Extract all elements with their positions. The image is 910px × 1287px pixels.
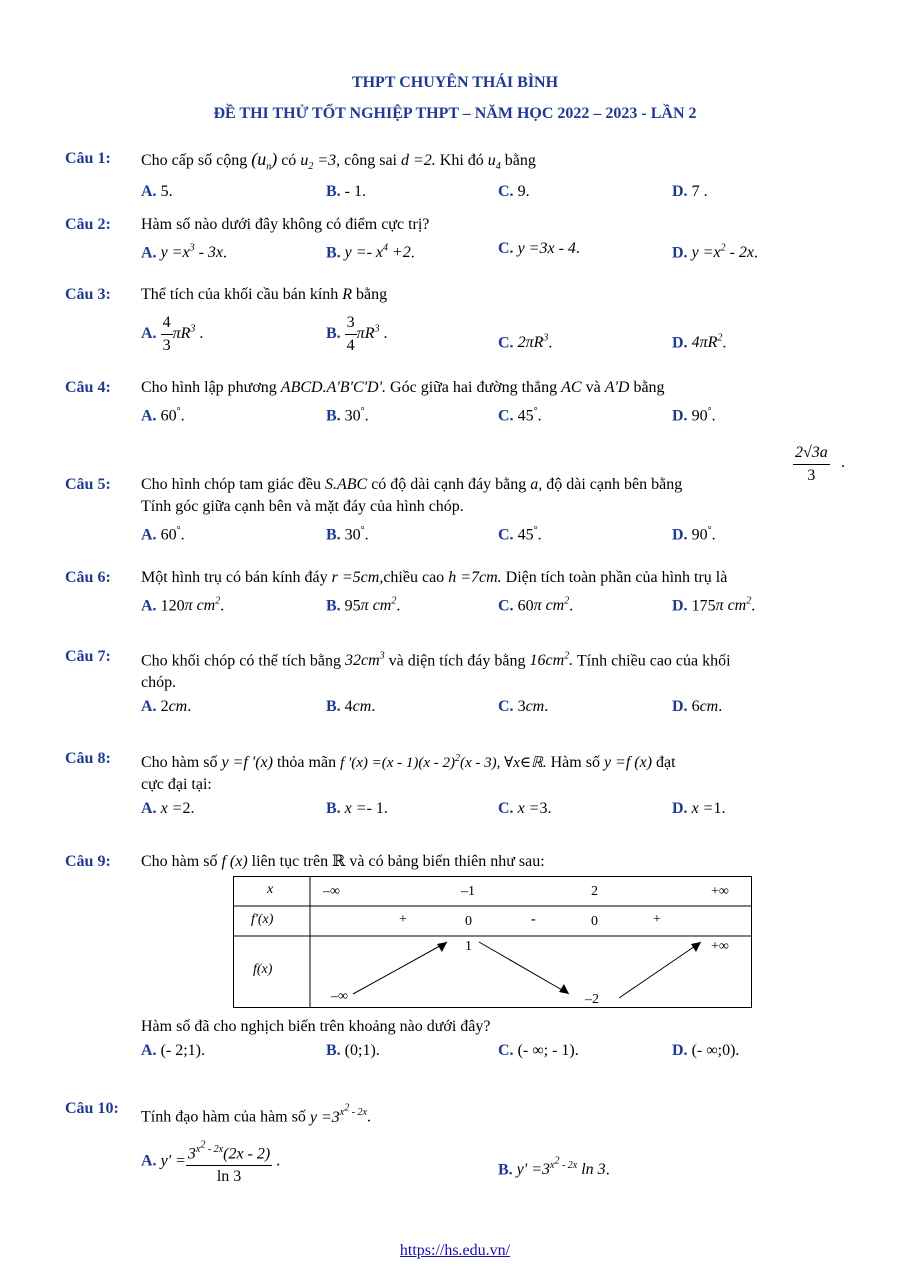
question-10 [65,1098,855,1189]
option-c[interactable]: C. 9. [498,182,530,200]
sign: - [531,912,536,927]
option-b[interactable]: B. $y =- x^4 +2$. [326,243,415,262]
f-row-label: f(x) [253,962,273,977]
question-9 [65,851,855,873]
x-row-label: x [267,882,274,897]
option-b[interactable]: B. (0;1). [326,1042,380,1059]
answer-options [141,796,855,824]
question-label: Câu 6: [65,569,111,586]
question-text: Cho hàm số y =f '(x) thỏa mãn f '(x) =(x - 1)(x - 2)$^2$(x - 3), ∀x∈ℝ. Hàm số y =f (x) đạt cực đại tại: [141,753,676,793]
fp-row-label: f'(x) [251,912,274,927]
answer-options [141,589,855,617]
option-c[interactable]: C. $2\pi R^3$. [498,333,553,352]
question-label: Câu 2: [65,216,111,233]
option-a[interactable]: A. $\frac{4}{3}$ $\pi R^3$ . [141,312,203,357]
f-value: –∞ [331,989,348,1004]
answer-options [141,1038,855,1066]
question-5: $\frac{2√3a}{3}$ . Câu 5: Cho hình chóp tam giác đều S.ABC có độ dài cạnh đáy bằng a, độ dài cạnh bên bằng Tính góc giữa cạnh bên và mặt đáy của hình chóp. A. 60°. B. 30°. C. 45°. D. 90°. [65,448,855,546]
option-b[interactable]: B. 95π $cm^2$. [326,596,401,615]
question-label: Câu 1: [65,150,111,167]
arrow-increase-2 [619,942,701,998]
f-value: 1 [465,939,472,954]
sign: 0 [465,914,472,929]
question-text: Cho hình lập phương ABCD.A'B'C'D'. Góc giữa hai đường thẳng AC và A'D bằng [141,379,665,396]
question-label: Câu 3: [65,286,111,303]
option-c[interactable]: C. x =3. [498,800,552,817]
arrow-increase-1 [353,942,447,994]
question-text: Thể tích của khối cầu bán kính R bằng [141,286,388,303]
answer-options [141,694,855,722]
question-7 [65,646,855,722]
option-d[interactable]: D. 90°. [672,406,716,425]
option-b[interactable]: B. 4cm. [326,698,376,716]
option-a[interactable]: A. 2cm. [141,698,192,716]
option-b[interactable]: B. x =- 1. [326,800,388,817]
option-a[interactable]: A. 60°. [141,406,185,425]
question-8 [65,748,855,824]
option-c[interactable]: C. 45°. [498,525,542,544]
sign: + [653,912,661,927]
question-text: Một hình trụ có bán kính đáy r =5cm,chiều cao h =7cm. Diện tích toàn phần của hình trụ là [141,569,728,586]
option-d[interactable]: D. 6cm. [672,698,723,716]
sign: 0 [591,914,598,929]
answer-options [141,518,855,546]
question-4 [65,377,855,427]
sign: + [399,912,407,927]
question-text: Tính đạo hàm của hàm số $y =3^{x^2 - 2x}$. [141,1103,371,1126]
option-d[interactable]: D. $y =x^2 - 2x$. [672,243,758,262]
question-1 [65,148,855,207]
question-label: Câu 10: [65,1100,119,1117]
answer-options [141,306,855,354]
option-c[interactable]: C. 45°. [498,406,542,425]
f-value: +∞ [711,939,729,954]
arrow-decrease [479,942,569,994]
option-b[interactable]: B. - 1. [326,182,366,200]
option-b[interactable]: B. $y' =3^{x^2 - 2x}$ ln 3. [498,1155,610,1179]
edge-length-fraction: $\frac{2√3a}{3}$ [793,442,830,487]
school-name: THPT CHUYÊN THÁI BÌNH [351,74,559,91]
x-value: 2 [591,884,598,899]
variation-table [233,876,753,1008]
option-d[interactable]: D. 90°. [672,525,716,544]
question-3 [65,284,855,354]
option-b[interactable]: B. 30°. [326,406,369,425]
option-b[interactable]: B. $\frac{3}{4}$ $\pi R^3$ . [326,312,387,357]
option-a[interactable]: A. $y =x^3 - 3x$. [141,243,227,262]
option-a[interactable]: A. 60°. [141,525,185,544]
option-c[interactable]: C. y =3x - 4. [498,240,580,257]
option-d[interactable]: D. (- ∞;0). [672,1042,740,1059]
option-a[interactable]: A. (- 2;1). [141,1042,205,1059]
answer-options [141,179,855,207]
option-b[interactable]: B. 30°. [326,525,369,544]
question-6 [65,567,855,617]
question-text: Cho hàm số f (x) liên tục trên ℝ và có bảng biến thiên như sau: [141,853,545,870]
question-label: Câu 7: [65,648,111,665]
x-value: +∞ [711,884,729,899]
question-label: Câu 8: [65,750,111,767]
option-d[interactable]: D. $4\pi R^2$. [672,333,727,352]
question-2 [65,214,855,264]
x-value: –∞ [323,884,340,899]
exam-title: ĐỀ THI THỬ TỐT NGHIỆP THPT – NĂM HỌC 2022 – 2023 - LẦN 2 [213,105,697,122]
variation-table-grid [233,876,753,1008]
option-c[interactable]: C. 60π $cm^2$. [498,596,574,615]
option-c[interactable]: C. 3cm. [498,698,549,716]
answer-options [141,236,855,264]
option-a[interactable]: A. x =2. [141,800,195,817]
x-value: –1 [461,884,475,899]
question-text: Cho cấp số cộng $(u_n)$ có $u_2 =3$, công sai d =2. Khi đó $u_4$ bằng [141,149,536,173]
f-value: –2 [585,992,599,1007]
question-text: Hàm số nào dưới đây không có điểm cực trị? [141,216,430,233]
question-label: Câu 5: [65,476,111,493]
option-d[interactable]: D. 175π $cm^2$. [672,596,756,615]
footer [0,1242,910,1260]
answer-options [141,1129,855,1189]
question-9-continued [65,1016,855,1066]
option-a[interactable]: A. 120π $cm^2$. [141,596,225,615]
question-text: Cho hình chóp tam giác đều S.ABC có độ dài cạnh đáy bằng a, độ dài cạnh bên bằng Tính góc giữa cạnh bên và mặt đáy của hình chóp. [141,476,683,515]
option-a[interactable]: A. 5. [141,182,173,200]
footer-link[interactable]: https://hs.edu.vn/ [399,1242,511,1259]
question-label: Câu 4: [65,379,111,396]
option-a[interactable]: A. y' = $\frac{3^{x^2 - 2x}(2x - 2)}{\ln 3}$ . [141,1135,280,1189]
question-label: Câu 9: [65,853,111,870]
answer-options [141,399,855,427]
option-c[interactable]: C. (- ∞; - 1). [498,1042,579,1059]
option-d[interactable]: D. x =1. [672,800,726,817]
question-text: Cho khối chóp có thể tích bằng $32cm^3$ và diện tích đáy bằng $16cm^2$. Tính chiều cao của khối chóp. [141,651,731,692]
question-text: Hàm số đã cho nghịch biến trên khoảng nào dưới đây? [141,1018,491,1035]
option-d[interactable]: D. 7 . [672,182,708,200]
